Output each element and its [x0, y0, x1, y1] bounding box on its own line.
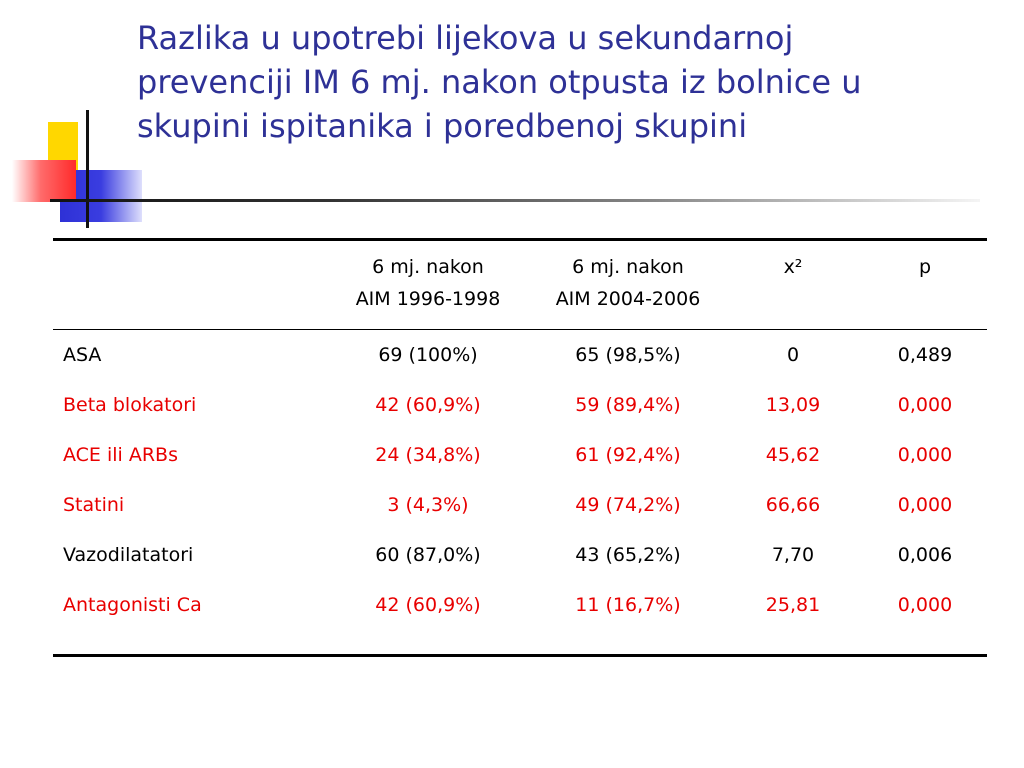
- p-value: 0,489: [897, 344, 953, 366]
- header-group-1996: [323, 240, 533, 330]
- table-row: [53, 480, 987, 530]
- chi-square-value: 0: [786, 344, 800, 366]
- value-1996: 60 (87,0%): [375, 544, 481, 566]
- table-row: [53, 530, 987, 580]
- chi-square-value: 7,70: [771, 544, 815, 566]
- value-2004: 61 (92,4%): [575, 444, 681, 466]
- header-line: 6 mj. nakon: [572, 256, 684, 278]
- title-line: Razlika u upotrebi lijekova u sekundarnoj: [137, 19, 794, 57]
- red-bar-decoration: [12, 160, 76, 202]
- value-2004: 65 (98,5%): [575, 344, 681, 366]
- table-row: [53, 580, 987, 656]
- value-2004: 43 (65,2%): [575, 544, 681, 566]
- title-line: prevenciji IM 6 mj. nakon otpusta iz bolnice u: [137, 63, 862, 101]
- drug-name: Statini: [63, 494, 125, 516]
- drug-name: Antagonisti Ca: [63, 594, 202, 616]
- value-1996: 42 (60,9%): [375, 394, 481, 416]
- results-table-container: [53, 238, 987, 657]
- value-2004: 59 (89,4%): [575, 394, 681, 416]
- header-line: AIM 1996-1998: [355, 288, 501, 310]
- table-row: [53, 380, 987, 430]
- chi-square-value: 45,62: [765, 444, 821, 466]
- chi-square-value: 25,81: [765, 594, 821, 616]
- value-1996: 42 (60,9%): [375, 594, 481, 616]
- p-value: 0,000: [897, 594, 953, 616]
- value-1996: 24 (34,8%): [375, 444, 481, 466]
- title-line: skupini ispitanika i poredbenoj skupini: [137, 107, 748, 145]
- header-line: p: [918, 256, 932, 278]
- slide-title: [137, 16, 987, 148]
- header-line: x²: [783, 256, 803, 278]
- header-p-value: [863, 240, 987, 330]
- p-value: 0,000: [897, 494, 953, 516]
- table-header-row: [53, 240, 987, 330]
- drug-name: Beta blokatori: [63, 394, 197, 416]
- header-chi-square: [723, 240, 863, 330]
- results-table: [53, 238, 987, 657]
- drug-name: ACE ili ARBs: [63, 444, 178, 466]
- header-line: 6 mj. nakon: [372, 256, 484, 278]
- chi-square-value: 13,09: [765, 394, 821, 416]
- header-drug: [53, 240, 323, 330]
- title-underline-rule: [50, 199, 980, 202]
- vertical-rule-decoration: [86, 110, 89, 228]
- header-group-2004: [533, 240, 723, 330]
- value-1996: 3 (4,3%): [387, 494, 469, 516]
- value-2004: 11 (16,7%): [575, 594, 681, 616]
- drug-name: Vazodilatatori: [63, 544, 194, 566]
- value-1996: 69 (100%): [378, 344, 478, 366]
- drug-name: ASA: [63, 344, 102, 366]
- p-value: 0,006: [897, 544, 953, 566]
- value-2004: 49 (74,2%): [575, 494, 681, 516]
- table-row: [53, 330, 987, 381]
- table-row: [53, 430, 987, 480]
- header-line: AIM 2004-2006: [555, 288, 701, 310]
- p-value: 0,000: [897, 444, 953, 466]
- chi-square-value: 66,66: [765, 494, 821, 516]
- p-value: 0,000: [897, 394, 953, 416]
